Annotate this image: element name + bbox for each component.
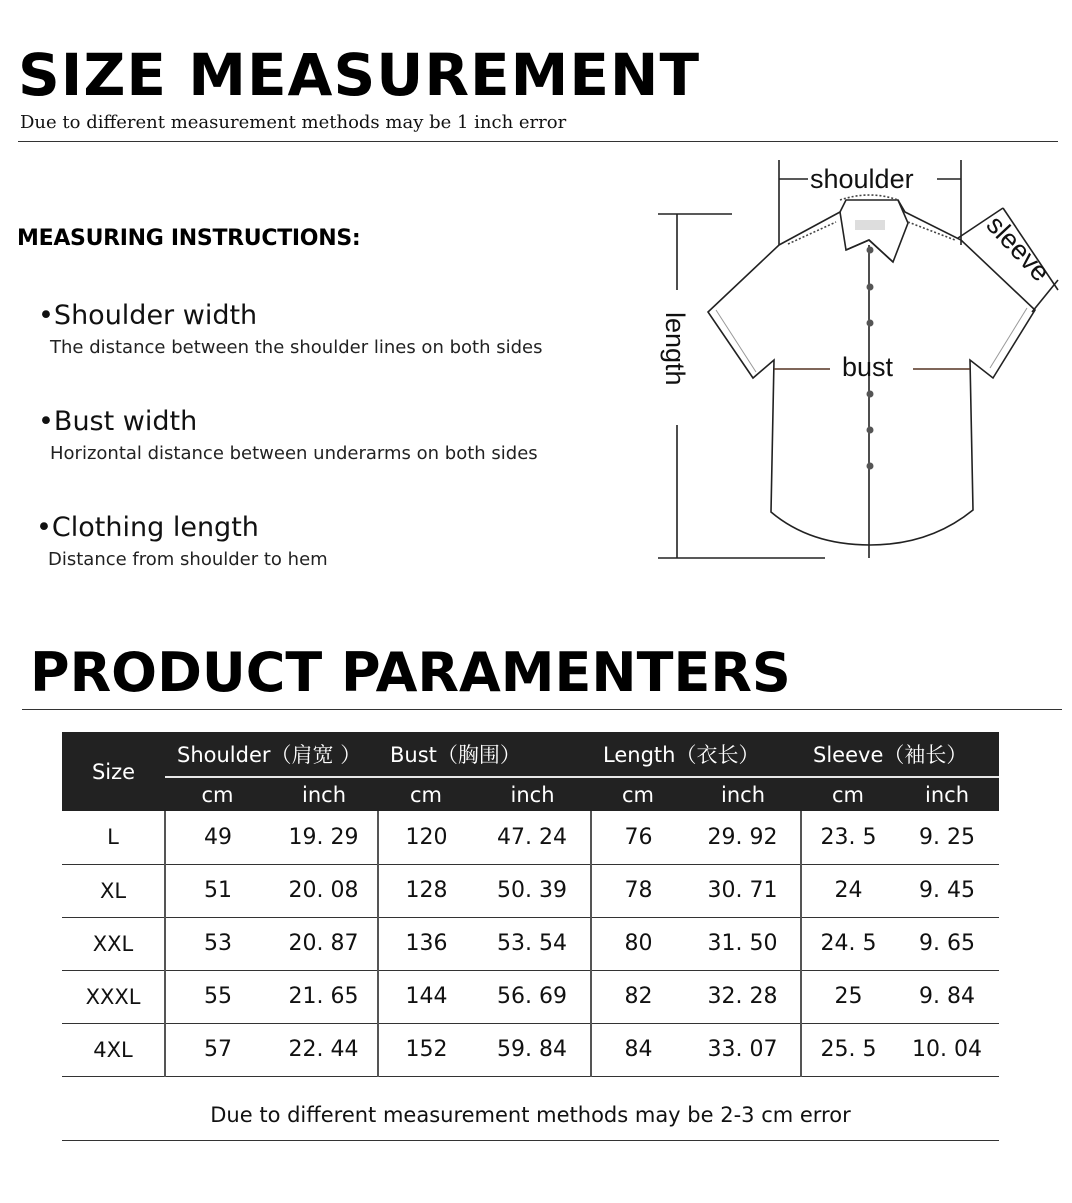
table-row [62, 811, 999, 864]
unit-header: inch [895, 777, 999, 811]
instruction-title-bust: •Bust width [38, 406, 198, 437]
value-cell: 21. 65 [270, 970, 378, 1023]
unit-header: cm [591, 777, 685, 811]
divider [22, 709, 1062, 710]
table-unit-row [62, 777, 999, 811]
unit-header: cm [378, 777, 474, 811]
value-cell: 22. 44 [270, 1023, 378, 1076]
instruction-desc-bust: Horizontal distance between underarms on both sides [50, 443, 538, 464]
value-cell: 33. 07 [685, 1023, 801, 1076]
page-title: SIZE MEASUREMENT [18, 41, 701, 109]
unit-header: cm [801, 777, 895, 811]
value-cell: 30. 71 [685, 864, 801, 917]
shoulder-header: Shoulder（肩宽 ） [165, 732, 378, 777]
value-cell: 9. 25 [895, 811, 999, 864]
instruction-title-length: •Clothing length [36, 512, 259, 543]
value-cell: 82 [591, 970, 685, 1023]
section-title: PRODUCT PARAMENTERS [30, 641, 791, 704]
shirt-diagram [640, 150, 1072, 570]
value-cell: 152 [378, 1023, 474, 1076]
sleeve-label: sleeve [980, 209, 1056, 288]
value-cell: 31. 50 [685, 917, 801, 970]
divider [18, 141, 1058, 142]
size-table [62, 732, 999, 1077]
value-cell: 136 [378, 917, 474, 970]
value-cell: 24. 5 [801, 917, 895, 970]
table-header-row [62, 732, 999, 777]
value-cell: 50. 39 [474, 864, 591, 917]
value-cell: 10. 04 [895, 1023, 999, 1076]
value-cell: 25. 5 [801, 1023, 895, 1076]
value-cell: 144 [378, 970, 474, 1023]
value-cell: 23. 5 [801, 811, 895, 864]
size-cell: 4XL [62, 1023, 165, 1076]
value-cell: 57 [165, 1023, 270, 1076]
sleeve-header: Sleeve（袖长） [801, 732, 999, 777]
shoulder-label: shoulder [810, 164, 914, 194]
instruction-desc-shoulder: The distance between the shoulder lines on both sides [50, 337, 543, 358]
size-cell: L [62, 811, 165, 864]
value-cell: 84 [591, 1023, 685, 1076]
unit-header: cm [165, 777, 270, 811]
table-row [62, 1023, 999, 1076]
value-cell: 78 [591, 864, 685, 917]
table-row [62, 917, 999, 970]
measurement-note: Due to different measurement methods may be 1 inch error [20, 112, 567, 133]
value-cell: 56. 69 [474, 970, 591, 1023]
unit-header: inch [270, 777, 378, 811]
value-cell: 24 [801, 864, 895, 917]
value-cell: 9. 45 [895, 864, 999, 917]
instructions-heading: MEASURING INSTRUCTIONS: [17, 226, 361, 251]
value-cell: 53 [165, 917, 270, 970]
instruction-desc-length: Distance from shoulder to hem [48, 549, 328, 570]
length-header: Length（衣长） [591, 732, 801, 777]
value-cell: 32. 28 [685, 970, 801, 1023]
shirt-icon [640, 150, 1072, 570]
instruction-title-shoulder: •Shoulder width [38, 300, 258, 331]
size-header: Size [62, 732, 165, 811]
value-cell: 47. 24 [474, 811, 591, 864]
table-row [62, 864, 999, 917]
value-cell: 80 [591, 917, 685, 970]
value-cell: 55 [165, 970, 270, 1023]
value-cell: 25 [801, 970, 895, 1023]
size-cell: XXL [62, 917, 165, 970]
table-row [62, 970, 999, 1023]
unit-header: inch [685, 777, 801, 811]
value-cell: 20. 08 [270, 864, 378, 917]
value-cell: 9. 65 [895, 917, 999, 970]
value-cell: 19. 29 [270, 811, 378, 864]
size-cell: XXXL [62, 970, 165, 1023]
length-label: length [660, 312, 690, 386]
bust-header: Bust（胸围） [378, 732, 591, 777]
value-cell: 51 [165, 864, 270, 917]
unit-header: inch [474, 777, 591, 811]
bust-label: bust [842, 352, 894, 382]
value-cell: 120 [378, 811, 474, 864]
value-cell: 9. 84 [895, 970, 999, 1023]
value-cell: 20. 87 [270, 917, 378, 970]
value-cell: 53. 54 [474, 917, 591, 970]
value-cell: 49 [165, 811, 270, 864]
value-cell: 128 [378, 864, 474, 917]
size-cell: XL [62, 864, 165, 917]
value-cell: 59. 84 [474, 1023, 591, 1076]
value-cell: 29. 92 [685, 811, 801, 864]
table-footnote: Due to different measurement methods may be 2-3 cm error [62, 1090, 999, 1141]
value-cell: 76 [591, 811, 685, 864]
